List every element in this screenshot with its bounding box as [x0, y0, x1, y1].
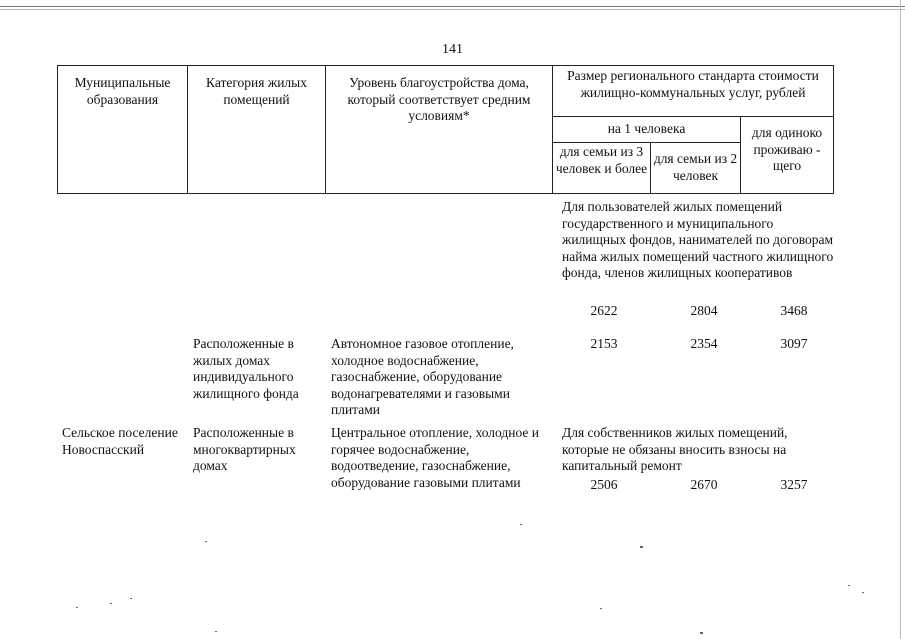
- scan-right-edge: [900, 0, 901, 639]
- scan-speck: [110, 603, 112, 604]
- row-novospassky-value-family-3: 2506: [590, 477, 618, 492]
- scan-speck: [130, 598, 132, 599]
- scan-speck: [215, 631, 217, 632]
- section-1-value-family-3: 2622: [590, 303, 618, 318]
- section-1-value-family-2: 2804: [690, 303, 718, 318]
- row-novospassky-amenity: Центральное отопление, холодное и горячее водоснабжение, водоотведение, газоснабжение, оборудование газовыми плитами: [331, 425, 539, 490]
- scan-speck: [640, 546, 643, 548]
- page-number: 141: [442, 42, 463, 57]
- header-per-person: на 1 человека: [553, 117, 741, 143]
- row-individual-value-family-2: 2354: [690, 336, 718, 351]
- scan-speck: [700, 632, 703, 634]
- header-municipality: Муниципальные образования: [58, 66, 188, 194]
- row-novospassky-category: Расположенные в многоквартирных домах: [193, 425, 296, 473]
- section-1-title: Для пользователей жилых помещений государственного и муниципального жилищных фондов, нанимателей по договорам найма жилых помещений частного жилищного фонда, членов жилищных кооперативов: [562, 199, 834, 280]
- header-family-2: для семьи из 2 человек: [651, 143, 741, 194]
- row-individual-amenity: Автономное газовое отопление, холодное водоснабжение, газоснабжение, оборудование водонагревателями и газовыми плитами: [331, 336, 514, 417]
- header-table: [57, 65, 834, 194]
- row-novospassky-value-family-2: 2670: [690, 477, 718, 492]
- header-single-resident: для одиноко проживаю - щего: [741, 117, 834, 194]
- scan-speck: [205, 541, 207, 542]
- section-1-value-single: 3468: [780, 303, 808, 318]
- header-family-3: для семьи из 3 человек и более: [553, 143, 651, 194]
- row-novospassky-value-single: 3257: [780, 477, 808, 492]
- scan-speck: [76, 607, 78, 608]
- scan-speck: [520, 524, 522, 525]
- row-individual-value-family-3: 2153: [590, 336, 618, 351]
- row-novospassky-section-title: Для собственников жилых помещений, которые не обязаны вносить взносы на капитальный ремонт: [562, 425, 788, 473]
- scan-top-rule-2: [0, 9, 905, 10]
- header-category: Категория жилых помещений: [188, 66, 326, 194]
- scan-top-rule: [0, 6, 905, 7]
- row-novospassky-municipality: Сельское поселение Новоспасский: [62, 425, 178, 457]
- header-standard-size: Размер регионального стандарта стоимости жилищно-коммунальных услуг, рублей: [553, 66, 834, 117]
- row-individual-category: Расположенные в жилых домах индивидуального жилищного фонда: [193, 336, 299, 401]
- header-amenity-level: Уровень благоустройства дома, который соответствует средним условиям*: [326, 66, 553, 194]
- scan-speck: [600, 608, 602, 609]
- row-individual-value-single: 3097: [780, 336, 808, 351]
- scan-speck: [848, 585, 850, 586]
- scan-speck: [862, 592, 864, 593]
